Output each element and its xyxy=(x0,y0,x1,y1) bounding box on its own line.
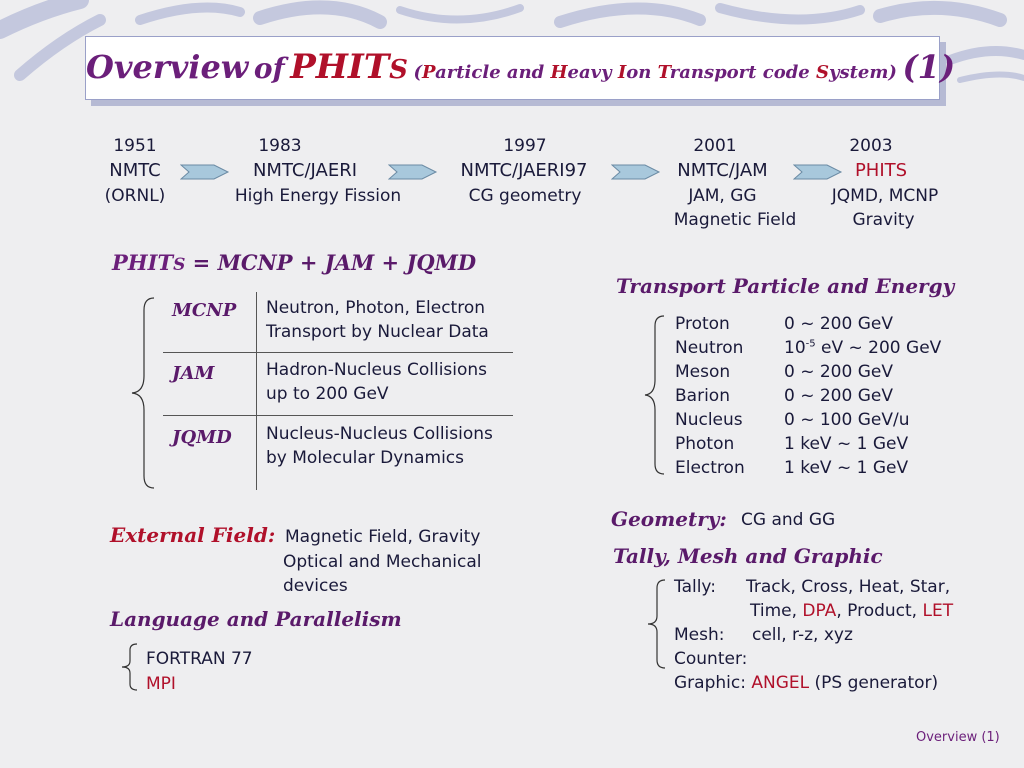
timeline-desc-jam-gg: JAM, GG xyxy=(688,186,757,206)
title-subtitle: (Particle and Heavy Ion Transport code System) xyxy=(413,62,897,83)
components-brace-icon xyxy=(126,296,160,490)
tally-label: Tally: xyxy=(674,577,716,597)
component-desc-line: Neutron, Photon, Electron xyxy=(266,298,486,318)
tally-heading: Tally, Mesh and Graphic xyxy=(613,544,883,568)
particle-range: 1 keV ~ 1 GeV xyxy=(784,458,909,478)
timeline-name-nmtc-jaeri: NMTC/JAERI xyxy=(252,160,358,181)
page-title xyxy=(86,47,956,87)
component-name-jqmd: JQMD xyxy=(172,427,232,448)
particle-name: Meson xyxy=(675,362,731,382)
particle-name: Photon xyxy=(675,434,735,454)
title-phits: PHITS xyxy=(290,47,408,87)
geometry-value: CG and GG xyxy=(741,510,836,530)
title-number: (1) xyxy=(902,48,956,86)
geometry-heading: Geometry: xyxy=(611,507,727,531)
particle-range: 0 ~ 100 GeV/u xyxy=(784,410,910,430)
particle-name: Proton xyxy=(675,314,730,334)
timeline-arrow-icon xyxy=(611,161,661,183)
transport-brace-icon xyxy=(640,314,670,476)
component-desc-line: by Molecular Dynamics xyxy=(266,448,464,468)
component-name-jam: JAM xyxy=(172,363,215,384)
particle-range: 0 ~ 200 GeV xyxy=(784,314,893,334)
component-desc-line: Hadron-Nucleus Collisions xyxy=(266,360,488,380)
particle-range: $10^{-5}$ eV ~ 200 GeV xyxy=(784,338,942,358)
graphic-line: Graphic: ANGEL (PS generator) xyxy=(674,673,939,693)
external-field-heading: External Field: xyxy=(110,523,276,547)
timeline-name-nmtc-jam: NMTC/JAM xyxy=(677,160,768,181)
component-name-mcnp: MCNP xyxy=(172,300,237,321)
timeline-year-2001: 2001 xyxy=(693,136,737,156)
table-divider-row xyxy=(163,352,513,353)
phits-equation: PHITS = MCNP + JAM + JQMD xyxy=(112,250,477,275)
language-heading: Language and Parallelism xyxy=(110,607,402,631)
timeline-desc-fission: High Energy Fission xyxy=(234,186,402,206)
table-divider-row xyxy=(163,415,513,416)
language-item: FORTRAN 77 xyxy=(146,649,253,669)
timeline-arrow-icon xyxy=(388,161,438,183)
external-field-line: Optical and Mechanical xyxy=(283,552,482,572)
mesh-value: cell, r-z, xyz xyxy=(752,625,853,645)
timeline-arrow-icon xyxy=(793,161,843,183)
timeline-year-1951: 1951 xyxy=(113,136,157,156)
tally-brace-icon xyxy=(644,578,670,670)
particle-name: Electron xyxy=(675,458,745,478)
component-desc-line: Transport by Nuclear Data xyxy=(266,322,489,342)
timeline-year-1997: 1997 xyxy=(503,136,547,156)
particle-range: 0 ~ 200 GeV xyxy=(784,386,893,406)
external-field-line: devices xyxy=(283,576,348,596)
table-divider-vertical xyxy=(256,292,257,490)
timeline-name-nmtc-jaeri97: NMTC/JAERI97 xyxy=(460,160,588,181)
title-of: of xyxy=(253,52,285,85)
particle-name: Barion xyxy=(675,386,730,406)
tally-line: Time, DPA, Product, LET xyxy=(750,601,954,621)
transport-heading: Transport Particle and Energy xyxy=(616,274,955,298)
timeline-year-2003: 2003 xyxy=(849,136,893,156)
timeline-name-phits: PHITS xyxy=(854,160,908,181)
timeline-desc-magnetic: Magnetic Field xyxy=(673,210,797,230)
particle-name: Nucleus xyxy=(675,410,743,430)
title-overview: Overview xyxy=(86,48,249,86)
timeline-arrow-icon xyxy=(180,161,230,183)
particle-range: 0 ~ 200 GeV xyxy=(784,362,893,382)
timeline-desc-ornl: (ORNL) xyxy=(104,186,166,206)
timeline-desc-cg: CG geometry xyxy=(468,186,582,206)
mesh-label: Mesh: xyxy=(674,625,725,645)
component-desc-line: Nucleus-Nucleus Collisions xyxy=(266,424,493,444)
timeline-desc-jqmd: JQMD, MCNP xyxy=(831,186,939,206)
timeline-year-1983: 1983 xyxy=(258,136,302,156)
language-item-mpi: MPI xyxy=(146,674,176,694)
footer-label: Overview (1) xyxy=(916,730,1000,745)
timeline-name-nmtc: NMTC xyxy=(109,160,161,181)
tally-line: Track, Cross, Heat, Star, xyxy=(746,577,951,597)
particle-name: Neutron xyxy=(675,338,744,358)
component-desc-line: up to 200 GeV xyxy=(266,384,389,404)
timeline-desc-gravity: Gravity xyxy=(852,210,915,230)
particle-range: 1 keV ~ 1 GeV xyxy=(784,434,909,454)
external-field-line: Magnetic Field, Gravity xyxy=(285,527,481,547)
title-box xyxy=(85,36,956,100)
language-brace-icon xyxy=(118,642,142,692)
counter-label: Counter: xyxy=(674,649,748,669)
